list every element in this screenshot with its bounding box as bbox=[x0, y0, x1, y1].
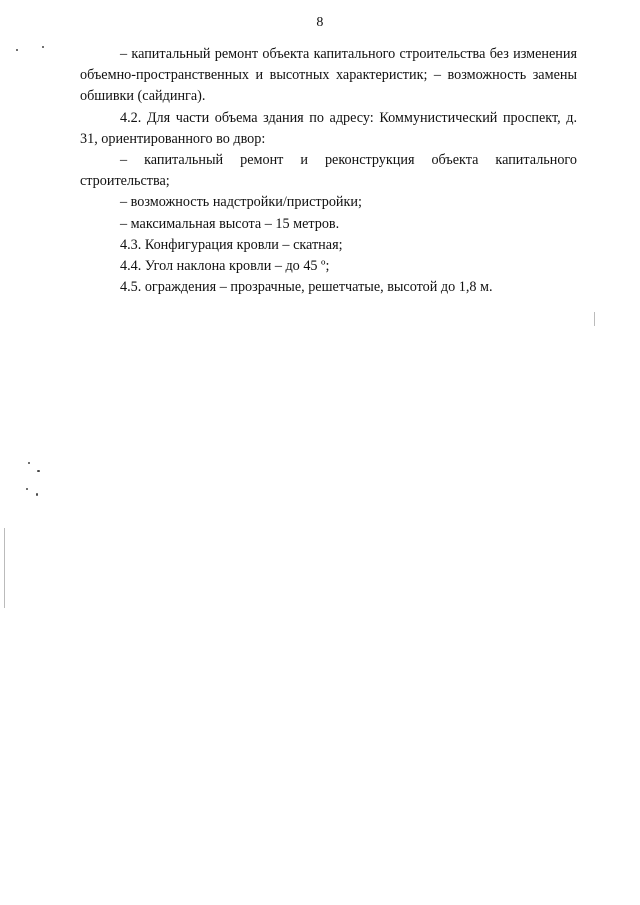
paragraph-4-3-roof-config: 4.3. Конфигурация кровли – скатная; bbox=[120, 236, 343, 253]
paragraph-4-2-item-extension: – возможность надстройки/пристройки; bbox=[120, 194, 362, 211]
paragraph-4-4-roof-angle: 4.4. Угол наклона кровли – до 45 º; bbox=[120, 258, 330, 275]
scan-edge-mark bbox=[594, 312, 595, 326]
scan-speck bbox=[37, 470, 40, 472]
paragraph-4-2-intro: 4.2. Для части объема здания по адресу: Коммунистический проспект, д. 31, ориентированного во двор: bbox=[80, 109, 577, 147]
scan-edge-mark bbox=[4, 528, 5, 608]
paragraph-4-2-item-renovation: – капитальный ремонт и реконструкция объекта капитального строительства; bbox=[80, 152, 577, 190]
paragraph-4-2-item-max-height: – максимальная высота – 15 метров. bbox=[120, 215, 340, 232]
scan-speck bbox=[28, 462, 30, 464]
scan-speck bbox=[36, 493, 38, 496]
scan-speck bbox=[26, 488, 28, 490]
scan-speck bbox=[16, 49, 18, 51]
document-body bbox=[80, 44, 577, 298]
scan-speck bbox=[42, 46, 44, 48]
paragraph-renovation-no-change: – капитальный ремонт объекта капитального строительства без изменения объемно-пространственных и высотных характеристик; – возможность замены обшивки (сайдинга). bbox=[80, 46, 577, 105]
page-number: 8 bbox=[316, 15, 324, 30]
paragraph-4-5-fences: 4.5. ограждения – прозрачные, решетчатые, высотой до 1,8 м. bbox=[120, 279, 493, 296]
